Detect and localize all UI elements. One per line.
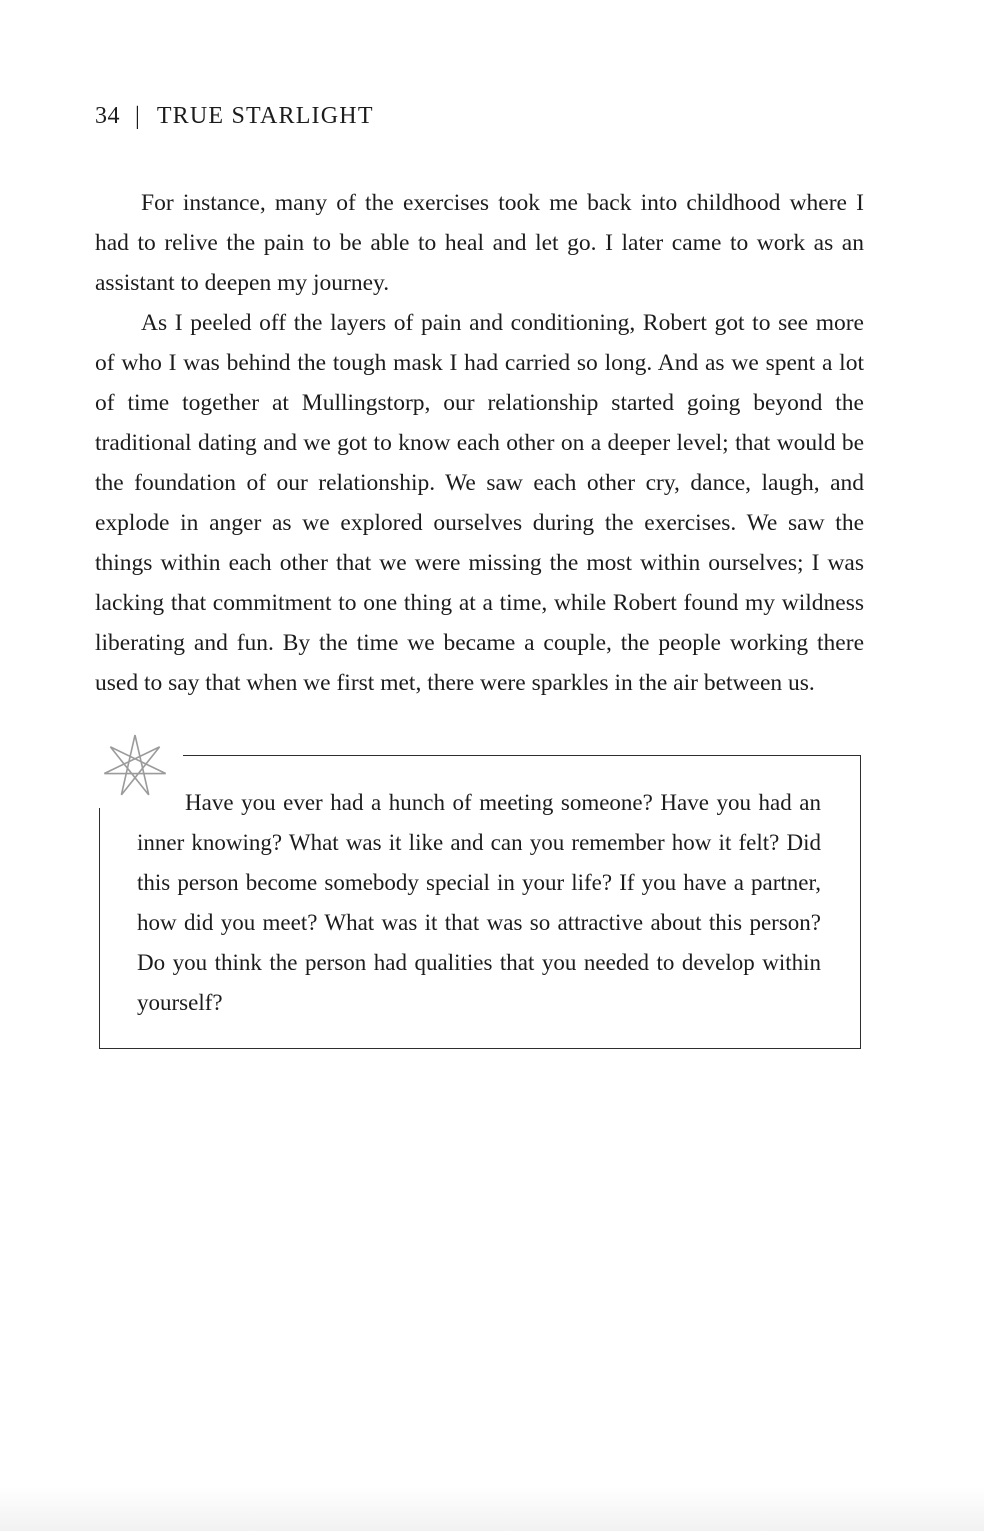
paragraph: As I peeled off the layers of pain and conditioning, Robert got to see more of who I was behind the tough mask I had carried so long. And as we spent a lot of time together at Mullingstorp, our relationship started going beyond the traditional dating and we got to know each other on a deeper level; that would be the foundation of our relationship. We saw each other cry, dance, laugh, and explode in anger as we explored ourselves during the exercises. We saw the things within each other that we were missing the most within ourselves; I was lacking that commitment to one thing at a time, while Robert found my wildness liberating and fun. By the time we became a couple, the people working there used to say that when we first met, there were sparkles in the air between us. (95, 310, 864, 696)
seven-pointed-star-icon (101, 733, 169, 799)
star-badge (89, 720, 183, 808)
header-separator: | (135, 102, 140, 130)
running-header (95, 102, 864, 130)
body-text (95, 183, 864, 703)
callout-box (99, 755, 861, 1049)
page-edge-shadow (0, 1487, 984, 1531)
running-title: TRUE STARLIGHT (156, 103, 374, 129)
page-number: 34 (95, 103, 120, 129)
exercise-callout (95, 755, 864, 1049)
callout-text: Have you ever had a hunch of meeting someone? Have you had an inner knowing? What was it like and can you remember how it felt? Did this person become somebody special in your life? If you have a partner, how did you meet? What was it that was so attractive about this person? Do you think the person had qualities that you needed to develop within yourself? (137, 790, 821, 1015)
paragraph: For instance, many of the exercises took me back into childhood where I had to relive the pain to be able to heal and let go. I later came to work as an assistant to deepen my journey. (95, 190, 864, 296)
